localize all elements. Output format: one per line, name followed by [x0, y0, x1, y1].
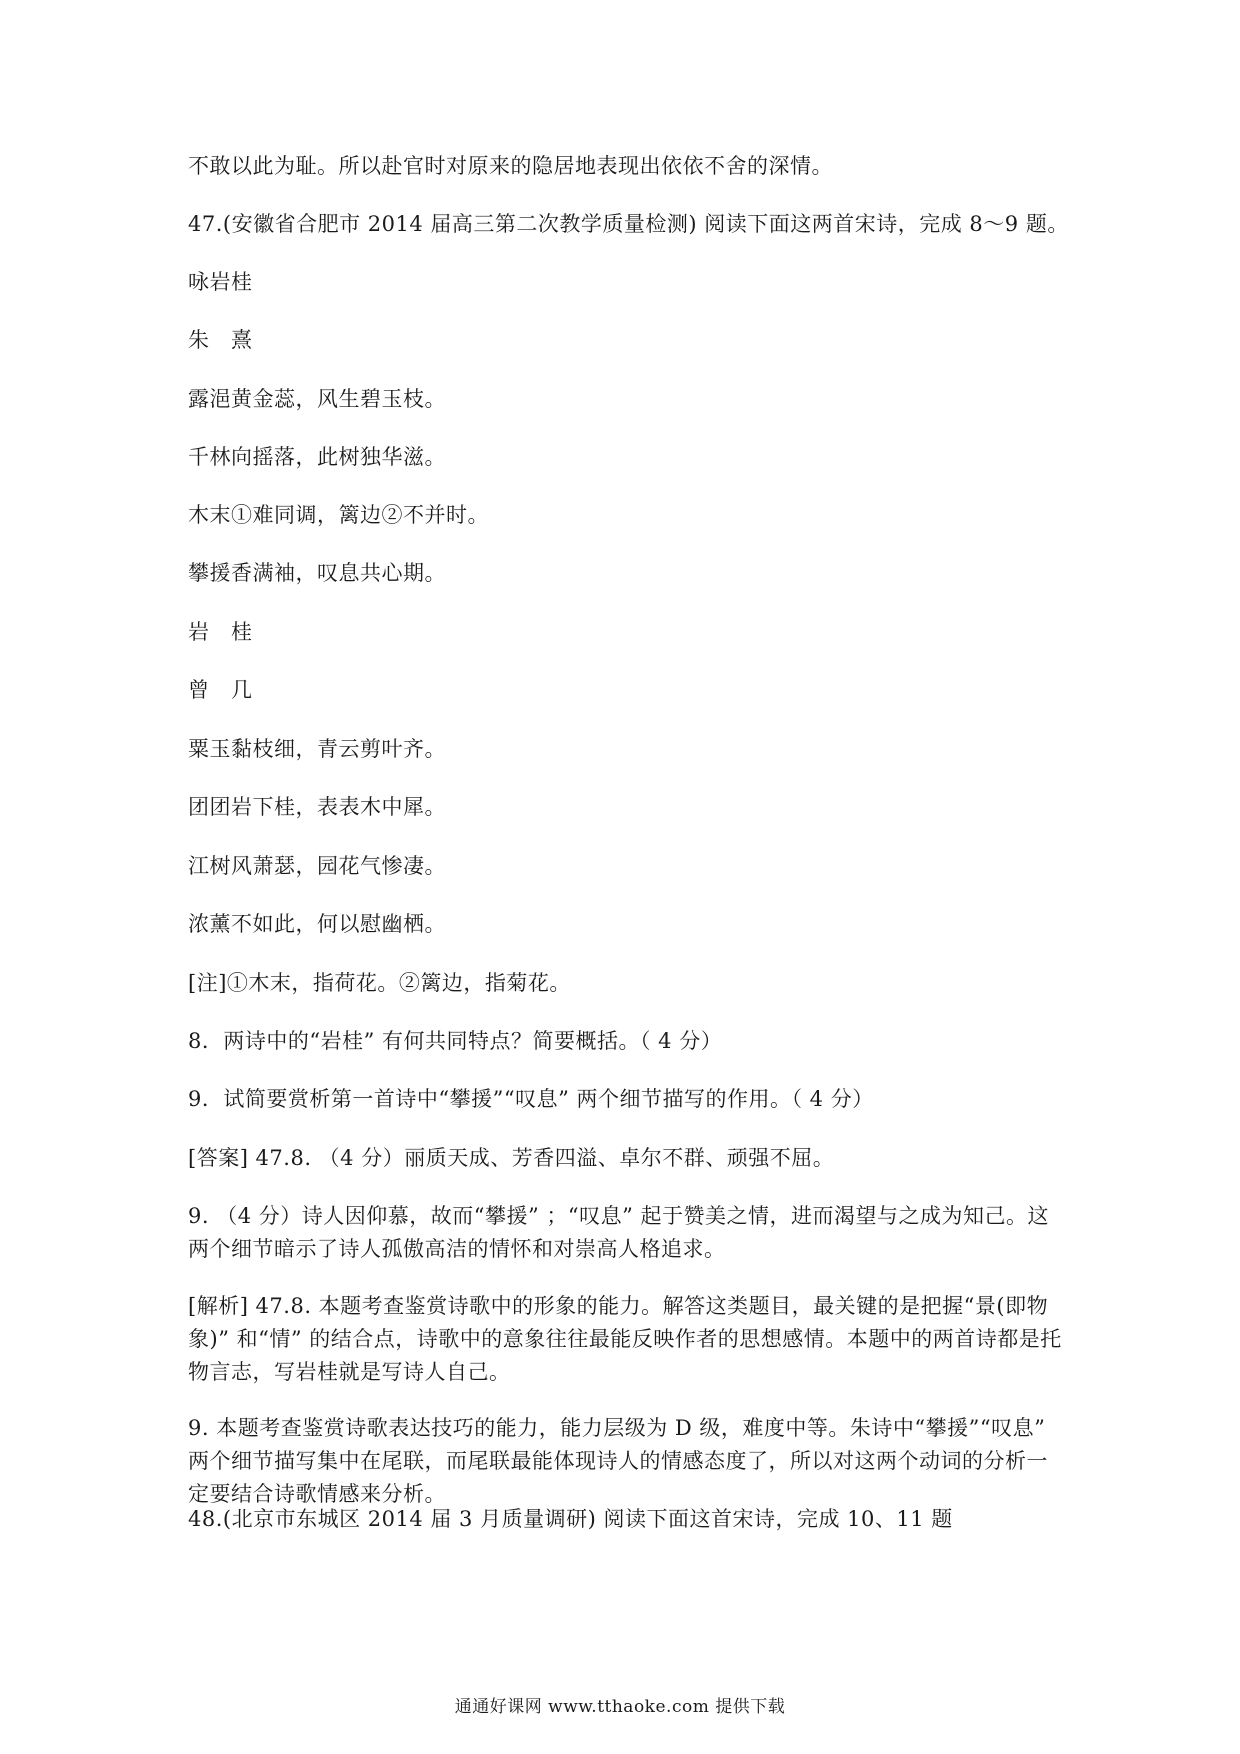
poem1-line-1: 露浥黄金蕊，风生碧玉枝。	[188, 387, 446, 411]
question-47-heading: 47.(安徽省合肥市 2014 届高三第二次教学质量检测) 阅读下面这两首宋诗，完成 8～9 题。	[188, 212, 1069, 236]
answer-9: 9. （4 分）诗人因仰慕，故而“攀援” ；“叹息” 起于赞美之情，进而渴望与之成为知己。这两个细节暗示了诗人孤傲高洁的情怀和对崇高人格追求。	[188, 1204, 1050, 1261]
question-9: 9．试简要赏析第一首诗中“攀援”“叹息” 两个细节描写的作用。（ 4 分）	[188, 1087, 874, 1111]
page-footer: 通通好课网 www.tthaoke.com 提供下载	[454, 1697, 786, 1717]
poem1-author: 朱 熹	[188, 328, 253, 352]
poem1-line-2: 千林向摇落，此树独华滋。	[188, 445, 446, 469]
question-48-heading: 48.(北京市东城区 2014 届 3 月质量调研) 阅读下面这首宋诗，完成 10、11 题	[188, 1507, 953, 1531]
poem2-line-3: 江树风萧瑟，园花气惨凄。	[188, 854, 446, 878]
poem2-author: 曾 几	[188, 678, 253, 702]
poem2-title: 岩 桂	[188, 620, 253, 644]
analysis-8: [解析] 47.8. 本题考查鉴赏诗歌中的形象的能力。解答这类题目，最关键的是把握“景(即物象)” 和“情” 的结合点，诗歌中的意象往往最能反映作者的思想感情。本题中的两首诗都是托物言志，写岩桂就是写诗人自己。	[188, 1294, 1062, 1384]
analysis-9: 9. 本题考查鉴赏诗歌表达技巧的能力，能力层级为 D 级，难度中等。朱诗中“攀援”“叹息” 两个细节描写集中在尾联，而尾联最能体现诗人的情感态度了，所以对这两个动词的分析一定要结合诗歌情感来分析。	[188, 1416, 1048, 1506]
poem1-line-3: 木末①难同调，篱边②不并时。	[188, 503, 489, 527]
poem2-line-1: 粟玉黏枝细，青云剪叶齐。	[188, 737, 446, 761]
question-8: 8．两诗中的“岩桂” 有何共同特点？简要概括。（ 4 分）	[188, 1029, 723, 1053]
poem1-title: 咏岩桂	[188, 270, 253, 294]
text-line-intro-end: 不敢以此为耻。所以赴官时对原来的隐居地表现出依依不舍的深情。	[188, 154, 833, 178]
poem2-line-4: 浓薰不如此，何以慰幽栖。	[188, 912, 446, 936]
poem1-line-4: 攀援香满袖，叹息共心期。	[188, 561, 446, 585]
annotation-note: [注]①木末，指荷花。②篱边，指菊花。	[188, 971, 571, 995]
answer-8: [答案] 47.8. （4 分）丽质天成、芳香四溢、卓尔不群、顽强不屈。	[188, 1146, 835, 1170]
poem2-line-2: 团团岩下桂，表表木中犀。	[188, 795, 446, 819]
